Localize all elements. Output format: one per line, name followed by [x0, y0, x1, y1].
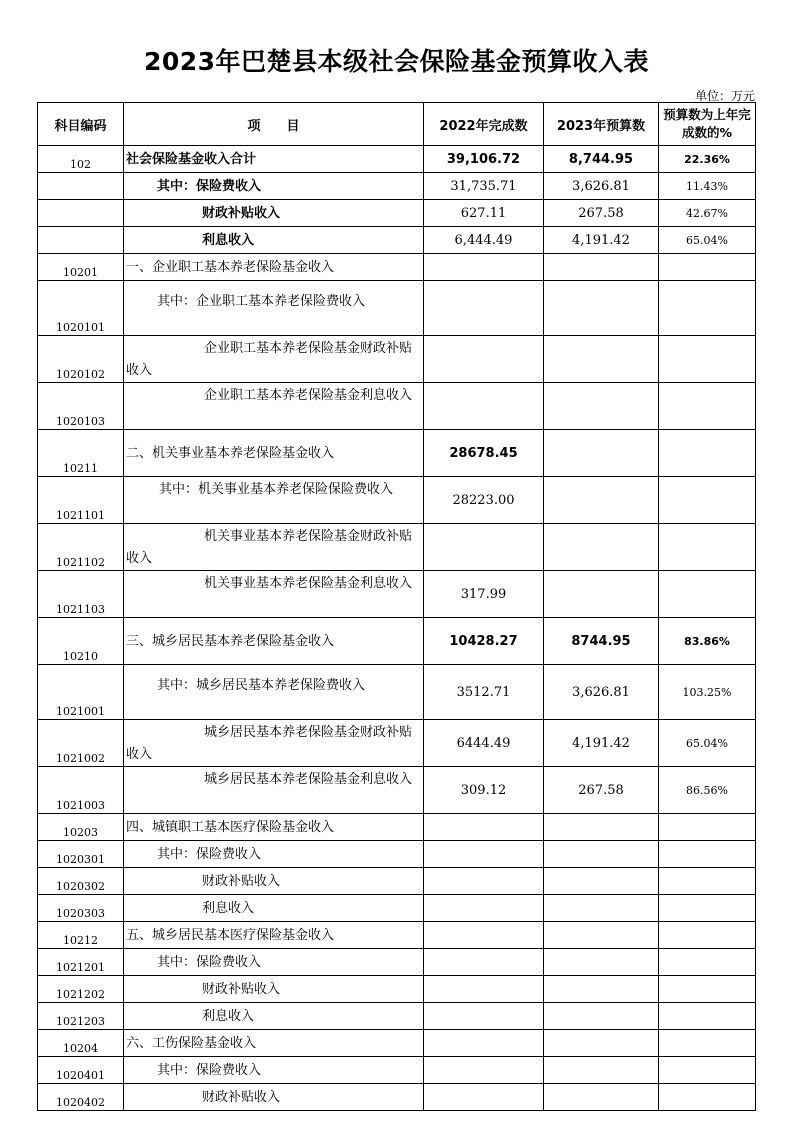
budget-cell: [544, 430, 659, 477]
done-cell: 10428.27: [424, 618, 544, 665]
unit-label: 单位：万元: [694, 89, 755, 103]
item-cell: 机关事业基本养老保险基金利息收入: [124, 571, 424, 618]
done-cell: [424, 841, 544, 868]
item-cell: 社会保险基金收入合计: [124, 146, 424, 173]
budget-cell: [544, 1057, 659, 1084]
item-cell: 财政补贴收入: [124, 1084, 424, 1111]
ratio-cell: [659, 976, 756, 1003]
table-row: [38, 430, 756, 477]
table-row: [38, 227, 756, 254]
table-row: [38, 895, 756, 922]
table-row: [38, 841, 756, 868]
ratio-cell: [659, 571, 756, 618]
budget-cell: 267.58: [544, 200, 659, 227]
page-title: 2023年巴楚县本级社会保险基金预算收入表: [143, 47, 650, 76]
item-cell: 其中：保险费收入: [124, 173, 424, 200]
header-item: 项 目: [124, 103, 424, 146]
item-cell: 财政补贴收入: [124, 868, 424, 895]
item-cell: 利息收入: [124, 895, 424, 922]
ratio-cell: [659, 1084, 756, 1111]
code-cell: 1020301: [38, 841, 124, 868]
item-cell: 企业职工基本养老保险基金财政补贴收入: [124, 336, 424, 383]
code-cell: 10210: [38, 618, 124, 665]
table-row: [38, 383, 756, 430]
table-row: [38, 1030, 756, 1057]
budget-cell: [544, 814, 659, 841]
done-cell: [424, 1057, 544, 1084]
ratio-cell: 83.86%: [659, 618, 756, 665]
table-row: [38, 922, 756, 949]
table-row: [38, 571, 756, 618]
done-cell: 31,735.71: [424, 173, 544, 200]
table-row: [38, 477, 756, 524]
table-row: [38, 146, 756, 173]
ratio-cell: [659, 1030, 756, 1057]
done-cell: 317.99: [424, 571, 544, 618]
budget-cell: 4,191.42: [544, 720, 659, 767]
code-cell: 1020402: [38, 1084, 124, 1111]
code-cell: 1021203: [38, 1003, 124, 1030]
ratio-cell: [659, 1057, 756, 1084]
budget-cell: 4,191.42: [544, 227, 659, 254]
ratio-cell: 11.43%: [659, 173, 756, 200]
code-cell: 1021201: [38, 949, 124, 976]
done-cell: [424, 895, 544, 922]
table-row: [38, 949, 756, 976]
code-cell: 10201: [38, 254, 124, 281]
item-cell: 其中：保险费收入: [124, 841, 424, 868]
budget-cell: [544, 868, 659, 895]
ratio-cell: [659, 383, 756, 430]
ratio-cell: [659, 254, 756, 281]
table-row: [38, 281, 756, 336]
ratio-cell: [659, 868, 756, 895]
table-row: [38, 173, 756, 200]
table-row: [38, 618, 756, 665]
item-cell: 其中：企业职工基本养老保险费收入: [124, 281, 424, 336]
budget-cell: 8744.95: [544, 618, 659, 665]
header-done-2022: 2022年完成数: [424, 103, 544, 146]
table-row: [38, 336, 756, 383]
item-cell: 一、企业职工基本养老保险基金收入: [124, 254, 424, 281]
code-cell: [38, 200, 124, 227]
item-cell: 企业职工基本养老保险基金利息收入: [124, 383, 424, 430]
header-ratio: 预算数为上年完成数的%: [659, 103, 756, 146]
done-cell: [424, 976, 544, 1003]
code-cell: 1020302: [38, 868, 124, 895]
code-cell: 1021001: [38, 665, 124, 720]
code-cell: 1021102: [38, 524, 124, 571]
ratio-cell: [659, 814, 756, 841]
item-cell: 六、工伤保险基金收入: [124, 1030, 424, 1057]
ratio-cell: [659, 281, 756, 336]
item-cell: 利息收入: [124, 227, 424, 254]
done-cell: [424, 383, 544, 430]
ratio-cell: [659, 922, 756, 949]
code-cell: 102: [38, 146, 124, 173]
code-cell: 1021103: [38, 571, 124, 618]
code-cell: 1021003: [38, 767, 124, 814]
item-cell: 城乡居民基本养老保险基金财政补贴收入: [124, 720, 424, 767]
item-cell: 城乡居民基本养老保险基金利息收入: [124, 767, 424, 814]
budget-cell: 3,626.81: [544, 173, 659, 200]
item-cell: 其中：城乡居民基本养老保险费收入: [124, 665, 424, 720]
table-row: [38, 976, 756, 1003]
item-cell: 四、城镇职工基本医疗保险基金收入: [124, 814, 424, 841]
table-row: [38, 1084, 756, 1111]
header-code: 科目编码: [38, 103, 124, 146]
budget-cell: [544, 336, 659, 383]
done-cell: [424, 949, 544, 976]
item-cell: 利息收入: [124, 1003, 424, 1030]
done-cell: [424, 524, 544, 571]
ratio-cell: 65.04%: [659, 720, 756, 767]
ratio-cell: 42.67%: [659, 200, 756, 227]
done-cell: 3512.71: [424, 665, 544, 720]
table-row: [38, 524, 756, 571]
code-cell: 10204: [38, 1030, 124, 1057]
budget-cell: [544, 949, 659, 976]
done-cell: 627.11: [424, 200, 544, 227]
done-cell: [424, 922, 544, 949]
done-cell: 6444.49: [424, 720, 544, 767]
table-row: [38, 1003, 756, 1030]
done-cell: [424, 336, 544, 383]
header-budget-2023: 2023年预算数: [544, 103, 659, 146]
budget-cell: [544, 922, 659, 949]
budget-cell: [544, 895, 659, 922]
item-cell: 三、城乡居民基本养老保险基金收入: [124, 618, 424, 665]
code-cell: 10212: [38, 922, 124, 949]
code-cell: 1021002: [38, 720, 124, 767]
budget-cell: [544, 524, 659, 571]
code-cell: 1020303: [38, 895, 124, 922]
budget-table: [37, 102, 756, 1111]
ratio-cell: [659, 524, 756, 571]
budget-cell: [544, 1030, 659, 1057]
ratio-cell: [659, 477, 756, 524]
done-cell: [424, 254, 544, 281]
code-cell: 1020401: [38, 1057, 124, 1084]
budget-cell: [544, 1003, 659, 1030]
code-cell: 1021101: [38, 477, 124, 524]
code-cell: 10211: [38, 430, 124, 477]
done-cell: 309.12: [424, 767, 544, 814]
budget-cell: [544, 383, 659, 430]
ratio-cell: 65.04%: [659, 227, 756, 254]
done-cell: 6,444.49: [424, 227, 544, 254]
item-cell: 其中：保险费收入: [124, 1057, 424, 1084]
item-cell: 其中：机关事业基本养老保险保险费收入: [124, 477, 424, 524]
done-cell: [424, 1084, 544, 1111]
ratio-cell: [659, 949, 756, 976]
code-cell: 1020102: [38, 336, 124, 383]
budget-cell: 3,626.81: [544, 665, 659, 720]
item-cell: 财政补贴收入: [124, 976, 424, 1003]
budget-cell: [544, 976, 659, 1003]
ratio-cell: [659, 841, 756, 868]
done-cell: 28223.00: [424, 477, 544, 524]
table-row: [38, 200, 756, 227]
ratio-cell: [659, 895, 756, 922]
ratio-cell: [659, 1003, 756, 1030]
code-cell: 1020101: [38, 281, 124, 336]
budget-cell: [544, 281, 659, 336]
code-cell: [38, 173, 124, 200]
item-cell: 二、机关事业基本养老保险基金收入: [124, 430, 424, 477]
item-cell: 其中：保险费收入: [124, 949, 424, 976]
code-cell: 1021202: [38, 976, 124, 1003]
item-cell: 五、城乡居民基本医疗保险基金收入: [124, 922, 424, 949]
done-cell: [424, 1030, 544, 1057]
done-cell: [424, 1003, 544, 1030]
ratio-cell: 103.25%: [659, 665, 756, 720]
done-cell: 39,106.72: [424, 146, 544, 173]
done-cell: [424, 814, 544, 841]
ratio-cell: [659, 336, 756, 383]
item-cell: 财政补贴收入: [124, 200, 424, 227]
budget-cell: 8,744.95: [544, 146, 659, 173]
budget-cell: [544, 477, 659, 524]
done-cell: 28678.45: [424, 430, 544, 477]
budget-cell: [544, 254, 659, 281]
budget-cell: [544, 1084, 659, 1111]
table-row: [38, 767, 756, 814]
table-row: [38, 254, 756, 281]
budget-cell: [544, 841, 659, 868]
budget-cell: 267.58: [544, 767, 659, 814]
ratio-cell: 86.56%: [659, 767, 756, 814]
ratio-cell: 22.36%: [659, 146, 756, 173]
table-row: [38, 868, 756, 895]
done-cell: [424, 868, 544, 895]
item-cell: 机关事业基本养老保险基金财政补贴收入: [124, 524, 424, 571]
table-row: [38, 1057, 756, 1084]
code-cell: 1020103: [38, 383, 124, 430]
code-cell: [38, 227, 124, 254]
table-row: [38, 665, 756, 720]
budget-cell: [544, 571, 659, 618]
table-row: [38, 814, 756, 841]
done-cell: [424, 281, 544, 336]
code-cell: 10203: [38, 814, 124, 841]
ratio-cell: [659, 430, 756, 477]
table-row: [38, 720, 756, 767]
